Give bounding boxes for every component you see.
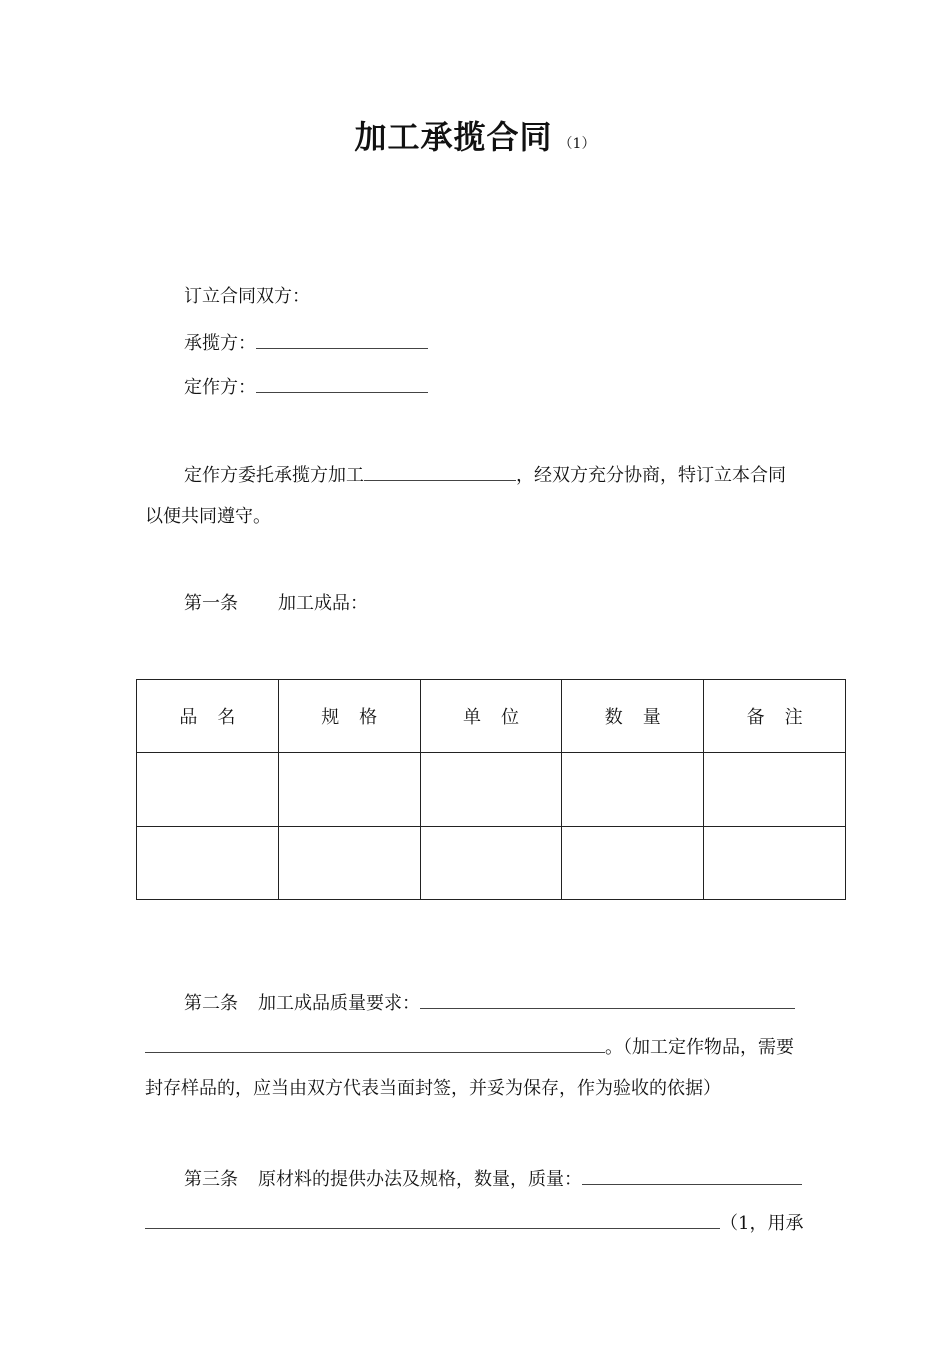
article-3-blank-1[interactable] [582, 1166, 802, 1185]
contractor-blank[interactable] [256, 330, 428, 349]
article-2-blank-1[interactable] [420, 990, 795, 1009]
article-3-line-1 [184, 1166, 802, 1191]
table-cell[interactable] [278, 753, 420, 826]
table-header-cell: 备注 [704, 680, 846, 753]
article-2-title: 加工成品质量要求： [258, 993, 420, 1014]
table-header-row [137, 680, 846, 753]
article-2-tail: 。（加工定作物品，需要 [605, 1037, 794, 1058]
article-3-tail: （1，用承 [720, 1213, 804, 1234]
table-row [137, 753, 846, 826]
article-3-line-2 [145, 1210, 803, 1235]
table-cell[interactable] [562, 753, 704, 826]
table-cell[interactable] [562, 826, 704, 899]
goods-table [136, 679, 846, 900]
table-header-cell: 品名 [137, 680, 279, 753]
article-2-line-2 [145, 1034, 794, 1059]
article-3-title: 原材料的提供办法及规格，数量，质量： [258, 1169, 582, 1190]
parties-heading: 订立合同双方： [184, 286, 310, 307]
article-3-blank-2[interactable] [145, 1210, 720, 1229]
table-header-cell: 单位 [420, 680, 562, 753]
table-cell[interactable] [137, 826, 279, 899]
table-cell[interactable] [420, 753, 562, 826]
table-cell[interactable] [137, 753, 279, 826]
client-line [184, 374, 428, 399]
intro-blank[interactable] [364, 462, 516, 481]
table-cell[interactable] [420, 826, 562, 899]
article-2-line-1 [184, 990, 795, 1015]
title-text: 加工承揽合同 [354, 118, 553, 156]
article-2-blank-2[interactable] [145, 1034, 605, 1053]
client-label: 定作方： [184, 377, 256, 398]
table-header-cell: 规格 [278, 680, 420, 753]
article-1 [184, 593, 368, 615]
table-row [137, 826, 846, 899]
title-suffix: （1） [558, 136, 596, 152]
table-cell[interactable] [704, 753, 846, 826]
article-1-title: 加工成品： [278, 593, 368, 614]
client-blank[interactable] [256, 374, 428, 393]
intro-line-1 [184, 462, 786, 487]
table-cell[interactable] [704, 826, 846, 899]
table-header-cell: 数量 [562, 680, 704, 753]
article-2-number: 第二条 [184, 993, 238, 1014]
intro-text-2: ，经双方充分协商，特订立本合同 [516, 465, 786, 486]
contractor-line [184, 330, 428, 355]
document-title [0, 112, 950, 158]
article-1-number: 第一条 [184, 593, 238, 614]
contractor-label: 承揽方： [184, 333, 256, 354]
table-cell[interactable] [278, 826, 420, 899]
article-3-number: 第三条 [184, 1169, 238, 1190]
intro-line-2: 以便共同遵守。 [145, 506, 271, 527]
article-2-line-3: 封存样品的，应当由双方代表当面封签，并妥为保存，作为验收的依据） [145, 1078, 721, 1099]
intro-text-1: 定作方委托承揽方加工 [184, 465, 364, 486]
